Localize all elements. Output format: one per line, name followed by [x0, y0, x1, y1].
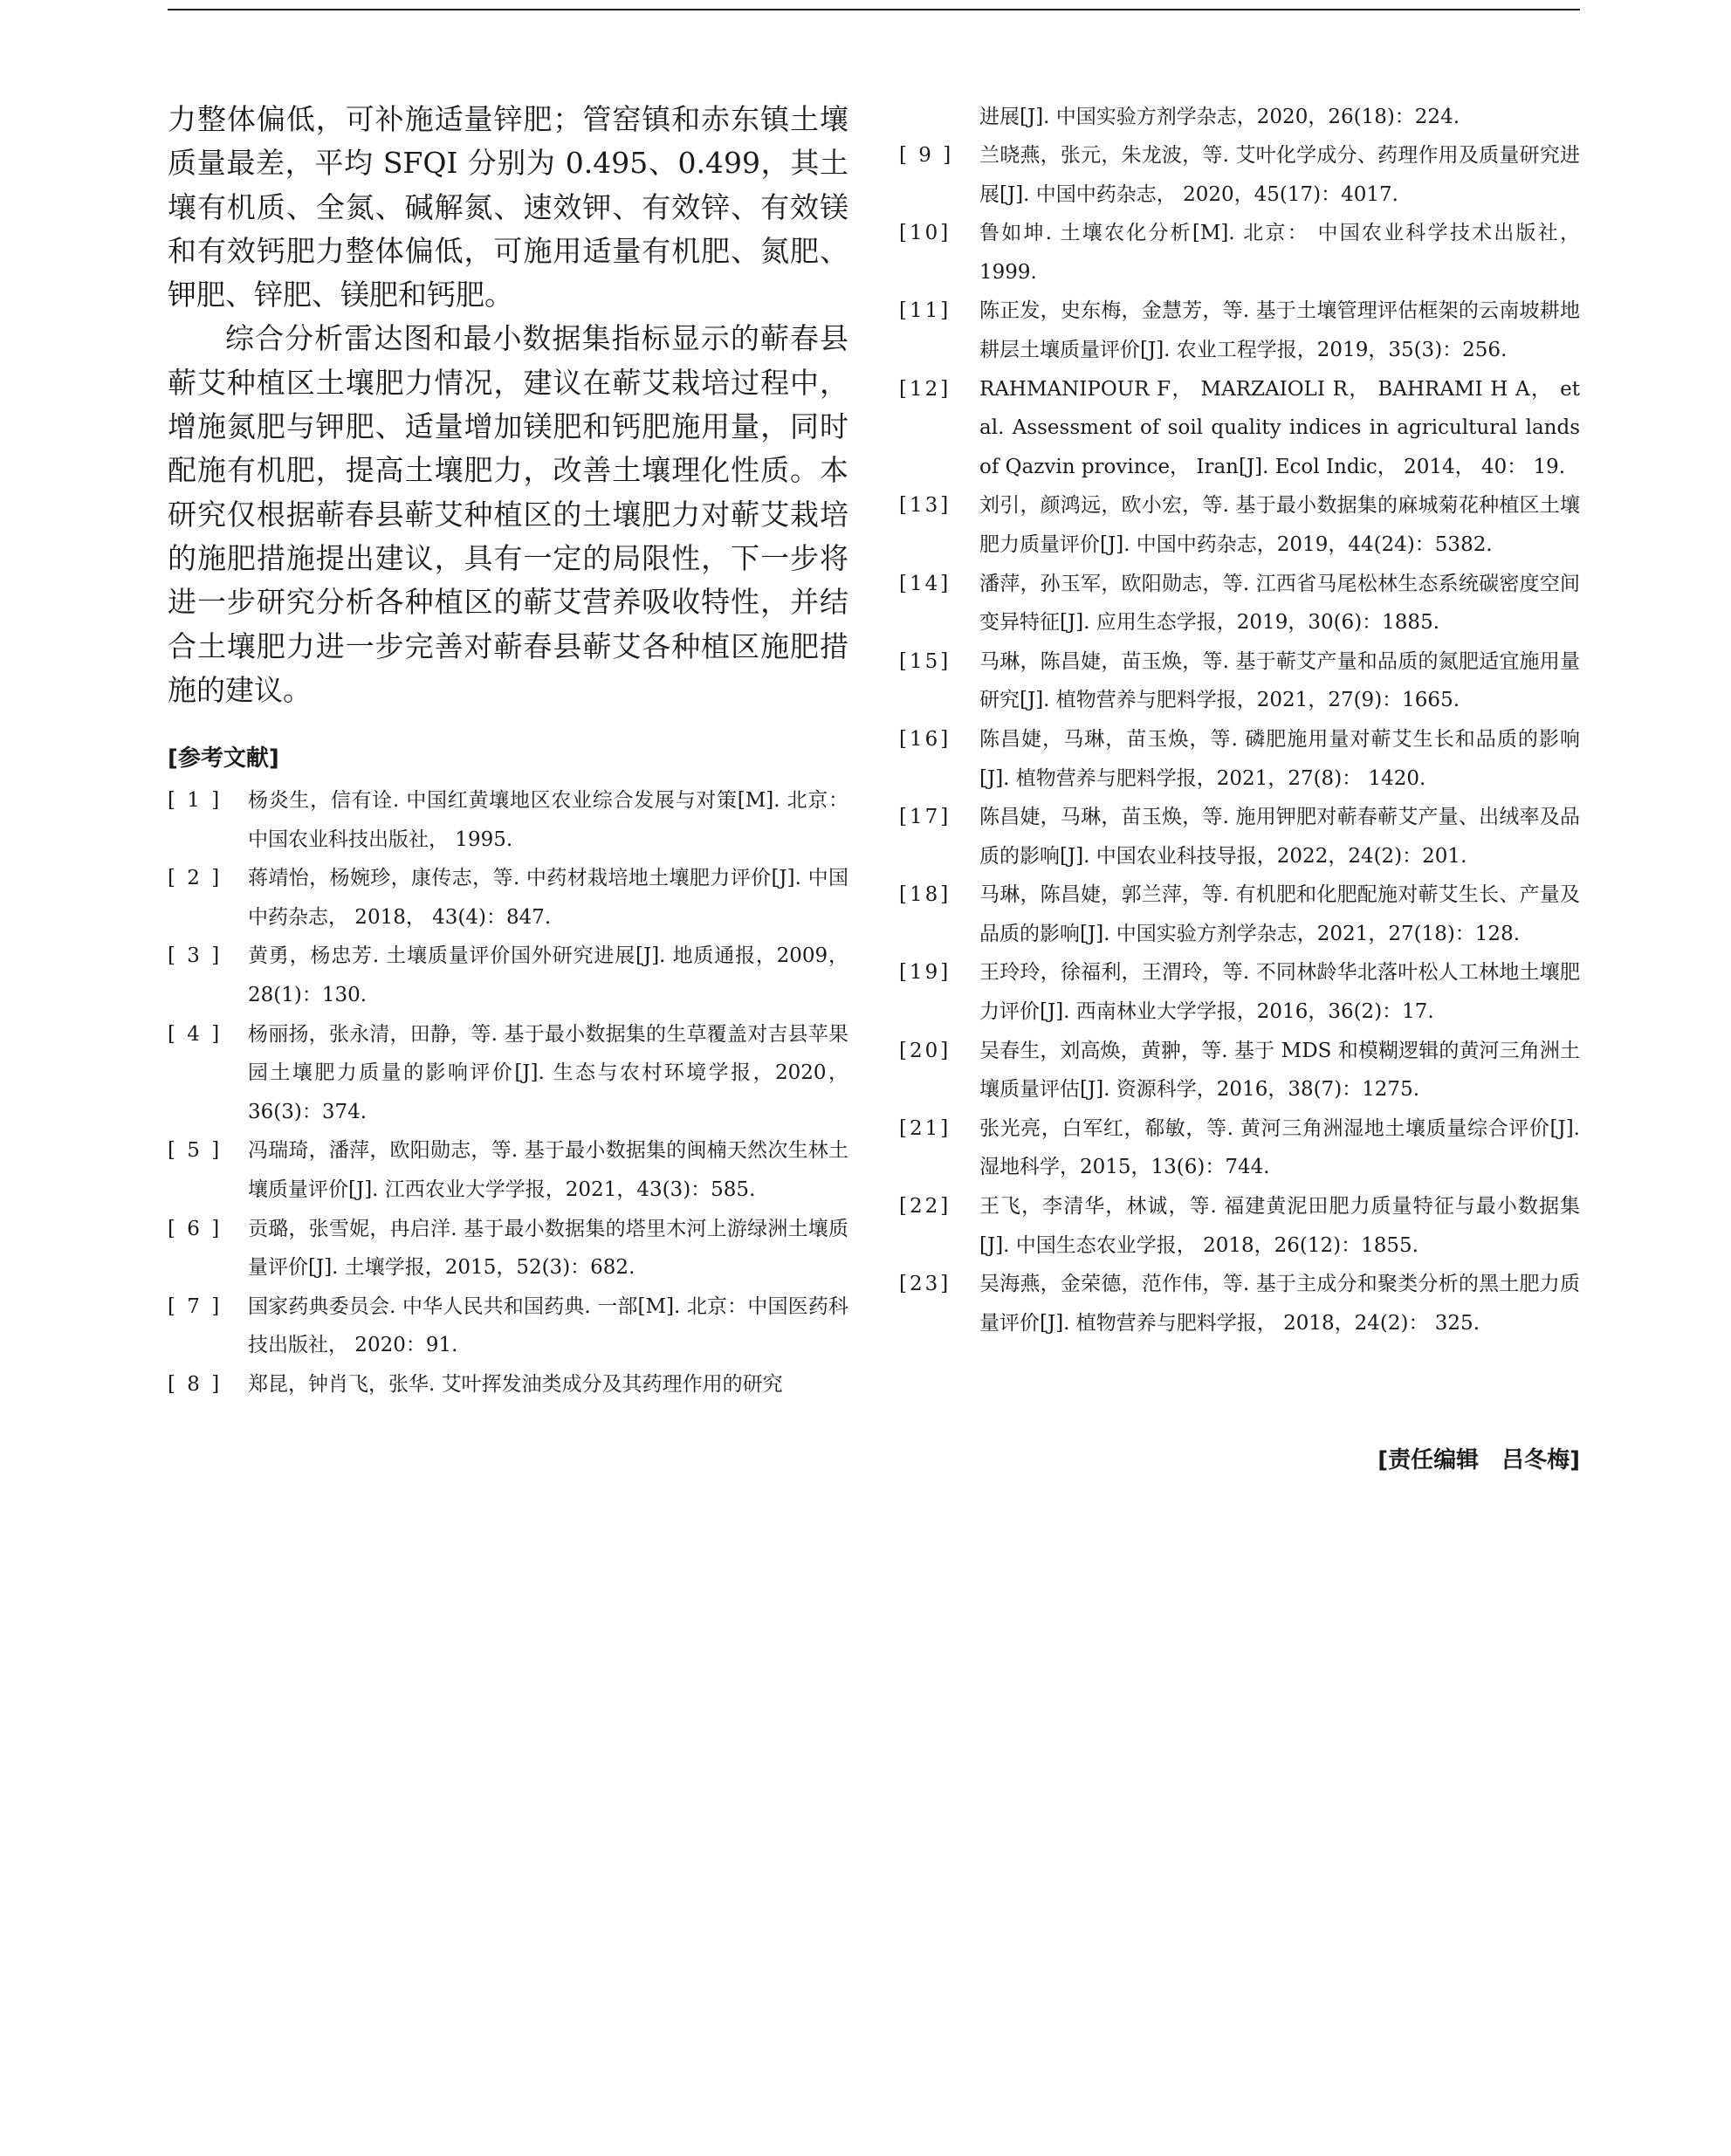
- reference-item-2: [168, 859, 848, 937]
- reference-text: 马琳，陈昌婕，郭兰萍，等. 有机肥和化肥配施对蕲艾生长、产量及品质的影响[J]. 中国实验方剂学杂志，2021，27(18)：128.: [979, 883, 1580, 945]
- reference-text: 王飞，李清华，林诚，等. 福建黄泥田肥力质量特征与最小数据集[J]. 中国生态农业学报， 2018，26(12)：1855.: [979, 1195, 1580, 1257]
- reference-text: 王玲玲，徐福利，王渭玲，等. 不同林龄华北落叶松人工林地土壤肥力评价[J]. 西南林业大学学报，2016，36(2)：17.: [979, 961, 1580, 1024]
- reference-number: [19]: [899, 961, 951, 985]
- reference-text: 冯瑞琦，潘萍，欧阳勋志，等. 基于最小数据集的闽楠天然次生林土壤质量评价[J]. 江西农业大学学报，2021，43(3)：585.: [248, 1139, 848, 1201]
- reference-number: [20]: [899, 1039, 951, 1062]
- reference-text: 进展[J]. 中国实验方剂学杂志，2020，26(18)：224.: [979, 106, 1460, 128]
- body-paragraph-1: 力整体偏低，可补施适量锌肥；管窑镇和赤东镇土壤质量最差，平均 SFQI 分别为 0.495、0.499，其土壤有机质、全氮、碱解氮、速效钾、有效锌、有效镁和有效钙肥力整体偏低，可施用适量有机肥、氮肥、钾肥、锌肥、镁肥和钙肥。: [168, 102, 848, 312]
- reference-item-4: [168, 1015, 848, 1132]
- reference-item-13: [899, 486, 1580, 564]
- reference-item-11: [899, 292, 1580, 369]
- reference-number: [ 1 ]: [168, 789, 223, 812]
- reference-number: [10]: [899, 222, 951, 245]
- reference-item-6: [168, 1210, 848, 1287]
- reference-number: [23]: [899, 1273, 951, 1296]
- body-text: [168, 98, 848, 712]
- reference-number: [17]: [899, 806, 951, 829]
- reference-item-16: [899, 720, 1580, 798]
- reference-number: [ 8 ]: [168, 1372, 223, 1396]
- reference-number: [13]: [899, 494, 951, 518]
- reference-item-7: [168, 1287, 848, 1365]
- reference-item-18: [899, 875, 1580, 953]
- reference-item-12: [899, 370, 1580, 487]
- reference-text: 张光亮，白军红，郗敏，等. 黄河三角洲湿地土壤质量综合评价[J]. 湿地科学，2015，13(6)：744.: [979, 1116, 1580, 1179]
- reference-number: [ 6 ]: [168, 1217, 223, 1240]
- reference-number: [16]: [899, 727, 951, 751]
- reference-item-23: [899, 1265, 1580, 1342]
- reference-number: [ 3 ]: [168, 944, 223, 968]
- reference-text: 蒋靖怡，杨婉珍，康传志，等. 中药材栽培地土壤肥力评价[J]. 中国中药杂志， 2018， 43(4)：847.: [248, 867, 848, 929]
- reference-number: [21]: [899, 1116, 951, 1140]
- reference-text: 黄勇，杨忠芳. 土壤质量评价国外研究进展[J]. 地质通报，2009，28(1)：130.: [248, 944, 848, 1006]
- reference-text: 潘萍，孙玉军，欧阳勋志，等. 江西省马尾松林生态系统碳密度空间变异特征[J]. 应用生态学报，2019，30(6)：1885.: [979, 572, 1580, 635]
- reference-list-right: [899, 136, 1580, 1342]
- reference-number: [12]: [899, 377, 951, 401]
- reference-list-left: [168, 781, 848, 1404]
- reference-text: 鲁如坤. 土壤农化分析[M]. 北京： 中国农业科学技术出版社， 1999.: [979, 222, 1580, 284]
- reference-number: [15]: [899, 649, 951, 673]
- reference-item-17: [899, 798, 1580, 875]
- body-paragraph-2: 综合分析雷达图和最小数据集指标显示的蕲春县蕲艾种植区土壤肥力情况，建议在蕲艾栽培过程中，增施氮肥与钾肥、适量增加镁肥和钙肥施用量，同时配施有机肥，提高土壤肥力，改善土壤理化性质。本研究仅根据蕲春县蕲艾种植区的土壤肥力对蕲艾栽培的施肥措施提出建议，具有一定的局限性，下一步将进一步研究分析各种植区的蕲艾营养吸收特性，并结合土壤肥力进一步完善对蕲春县蕲艾各种植区施肥措施的建议。: [168, 321, 848, 707]
- reference-item-20: [899, 1032, 1580, 1109]
- reference-item-1: [168, 781, 848, 859]
- reference-text: 陈昌婕，马琳，苗玉焕，等. 施用钾肥对蕲春蕲艾产量、出绒率及品质的影响[J]. 中国农业科技导报，2022，24(2)：201.: [979, 806, 1580, 868]
- reference-text: 贡璐，张雪妮，冉启洋. 基于最小数据集的塔里木河上游绿洲土壤质量评价[J]. 土壤学报，2015，52(3)：682.: [248, 1217, 848, 1280]
- reference-text: 吴春生，刘高焕，黄翀，等. 基于 MDS 和模糊逻辑的黄河三角洲土壤质量评估[J]. 资源科学，2016，38(7)：1275.: [979, 1039, 1580, 1102]
- reference-text: 杨炎生，信有诠. 中国红黄壤地区农业综合发展与对策[M]. 北京：中国农业科技出版社， 1995.: [248, 789, 848, 851]
- reference-number: [ 7 ]: [168, 1294, 223, 1318]
- reference-item-14: [899, 565, 1580, 642]
- reference-number: [ 5 ]: [168, 1139, 223, 1163]
- reference-text: 兰晓燕，张元，朱龙波，等. 艾叶化学成分、药理作用及质量研究进展[J]. 中国中药杂志， 2020，45(17)：4017.: [979, 144, 1580, 206]
- reference-text: 马琳，陈昌婕，苗玉焕，等. 基于蕲艾产量和品质的氮肥适宜施用量研究[J]. 植物营养与肥料学报，2021，27(9)：1665.: [979, 649, 1580, 712]
- reference-number: [ 9 ]: [899, 144, 954, 167]
- reference-item-22: [899, 1187, 1580, 1265]
- reference-text: 吴海燕，金荣德，范作伟，等. 基于主成分和聚类分析的黑土肥力质量评价[J]. 植物营养与肥料学报， 2018，24(2)： 325.: [979, 1273, 1580, 1335]
- reference-item-3: [168, 937, 848, 1014]
- reference-number: [11]: [899, 299, 951, 323]
- references-heading: [参考文献]: [168, 745, 279, 772]
- reference-text: 郑昆，钟肖飞，张华. 艾叶挥发油类成分及其药理作用的研究: [248, 1372, 783, 1396]
- reference-number: [22]: [899, 1195, 951, 1219]
- reference-text: RAHMANIPOUR F， MARZAIOLI R， BAHRAMI H A， et al. Assessment of soil quality indices in agricultural lands of Qazvin province， Iran[J]. Ecol Indic， 2014， 40： 19.: [979, 377, 1580, 478]
- reference-number: [ 4 ]: [168, 1022, 223, 1046]
- reference-number: [18]: [899, 883, 951, 907]
- reference-continuation: [899, 98, 1580, 137]
- reference-number: [14]: [899, 572, 951, 595]
- reference-text: 国家药典委员会. 中华人民共和国药典. 一部[M]. 北京：中国医药科技出版社， 2020：91.: [248, 1294, 848, 1357]
- reference-item-8: [168, 1365, 848, 1404]
- reference-item-8-continued: [899, 98, 1580, 137]
- reference-item-19: [899, 953, 1580, 1031]
- reference-number: [ 2 ]: [168, 867, 223, 890]
- header-rule: [168, 9, 1580, 10]
- responsible-editor: [责任编辑 吕冬梅]: [1377, 1447, 1580, 1473]
- reference-text: 陈正发，史东梅，金慧芳，等. 基于土壤管理评估框架的云南坡耕地耕层土壤质量评价[J]. 农业工程学报，2019，35(3)：256.: [979, 299, 1580, 361]
- reference-text: 刘引，颜鸿远，欧小宏，等. 基于最小数据集的麻城菊花种植区土壤肥力质量评价[J]. 中国中药杂志，2019，44(24)：5382.: [979, 494, 1580, 556]
- reference-item-10: [899, 214, 1580, 292]
- reference-item-9: [899, 136, 1580, 214]
- reference-item-5: [168, 1131, 848, 1209]
- reference-item-21: [899, 1109, 1580, 1187]
- reference-item-15: [899, 642, 1580, 720]
- reference-text: 杨丽扬，张永清，田静，等. 基于最小数据集的生草覆盖对吉县苹果园土壤肥力质量的影响评价[J]. 生态与农村环境学报，2020，36(3)：374.: [248, 1022, 848, 1123]
- reference-text: 陈昌婕，马琳，苗玉焕，等. 磷肥施用量对蕲艾生长和品质的影响[J]. 植物营养与肥料学报，2021，27(8)： 1420.: [979, 727, 1580, 790]
